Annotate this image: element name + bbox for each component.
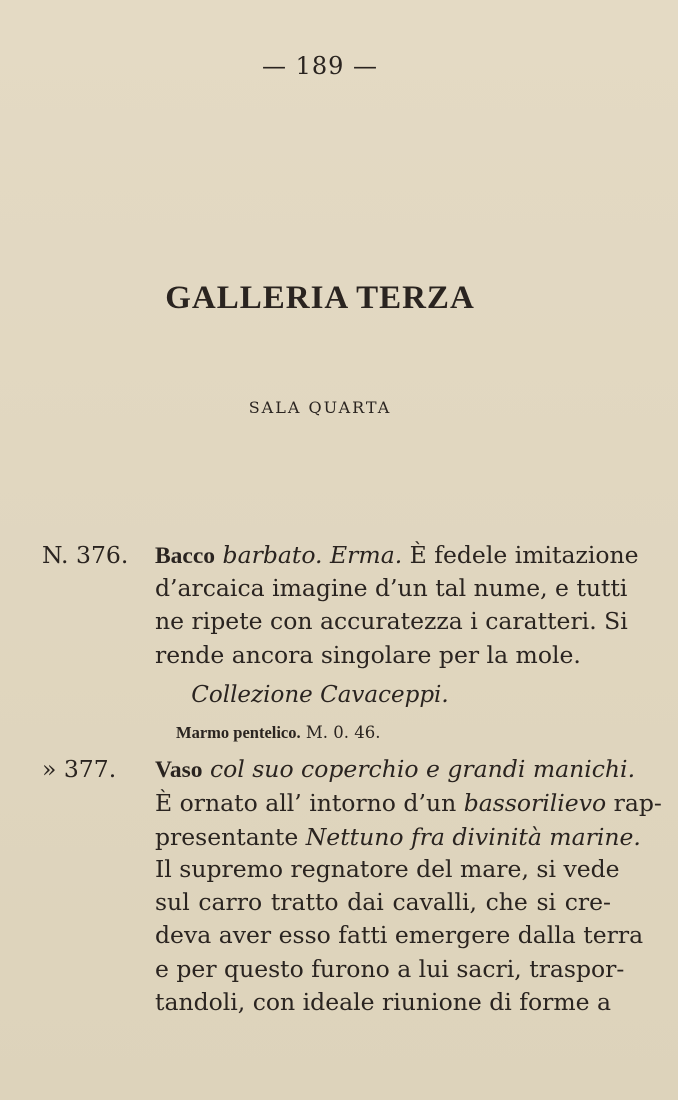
room-subtitle: SALA QUARTA xyxy=(248,398,392,417)
collection-note: Collezione Cavaceppi. xyxy=(191,682,449,708)
entry-text: sul carro tratto dai cavalli, che si cre- xyxy=(155,888,611,916)
entry-number: » 377. xyxy=(42,755,117,783)
entry-name-desc: barbato. xyxy=(222,541,323,569)
entry-text-segment: È ornato all’ intorno d’un xyxy=(155,789,457,817)
entry-text: e per questo furono a lui sacri, traspor- xyxy=(155,955,625,983)
entry-text-italic: Nettuno fra divinità marine. xyxy=(305,823,641,851)
entry-text: ne ripete con accuratezza i caratteri. Si xyxy=(155,607,628,635)
entry-text: tandoli, con ideale riunione di forme a xyxy=(155,988,612,1016)
entry-text-segment: presentante xyxy=(155,823,299,851)
entry-name-desc: col suo coperchio e grandi manichi. xyxy=(209,755,636,783)
gallery-title: GALLERIA TERZA xyxy=(165,280,475,316)
page-number: — 189 — xyxy=(261,52,379,80)
entry-text xyxy=(155,822,641,852)
material-note xyxy=(176,718,381,748)
entry-text xyxy=(155,788,662,818)
entry-text xyxy=(155,754,636,785)
entry-text-italic: bassorilievo xyxy=(463,789,607,817)
entry-name: Vaso xyxy=(155,757,203,783)
entry-text: deva aver esso fatti emergere dalla terra xyxy=(155,921,644,949)
entry-text-segment: È fedele imitazione xyxy=(409,541,639,569)
entry-text xyxy=(155,540,639,571)
entry-text-segment: rap- xyxy=(613,789,662,817)
material-label: Marmo pentelico. xyxy=(176,723,301,742)
entry-text: rende ancora singolare per la mole. xyxy=(155,641,581,669)
entry-type: Erma. xyxy=(330,541,403,569)
entry-number: N. 376. xyxy=(42,541,129,569)
entry-text: Il supremo regnatore del mare, si vede xyxy=(155,855,620,883)
material-size: M. 0. 46. xyxy=(305,723,381,742)
entry-text: d’arcaica imagine d’un tal nume, e tutti xyxy=(155,574,628,602)
entry-name: Bacco xyxy=(155,543,216,569)
